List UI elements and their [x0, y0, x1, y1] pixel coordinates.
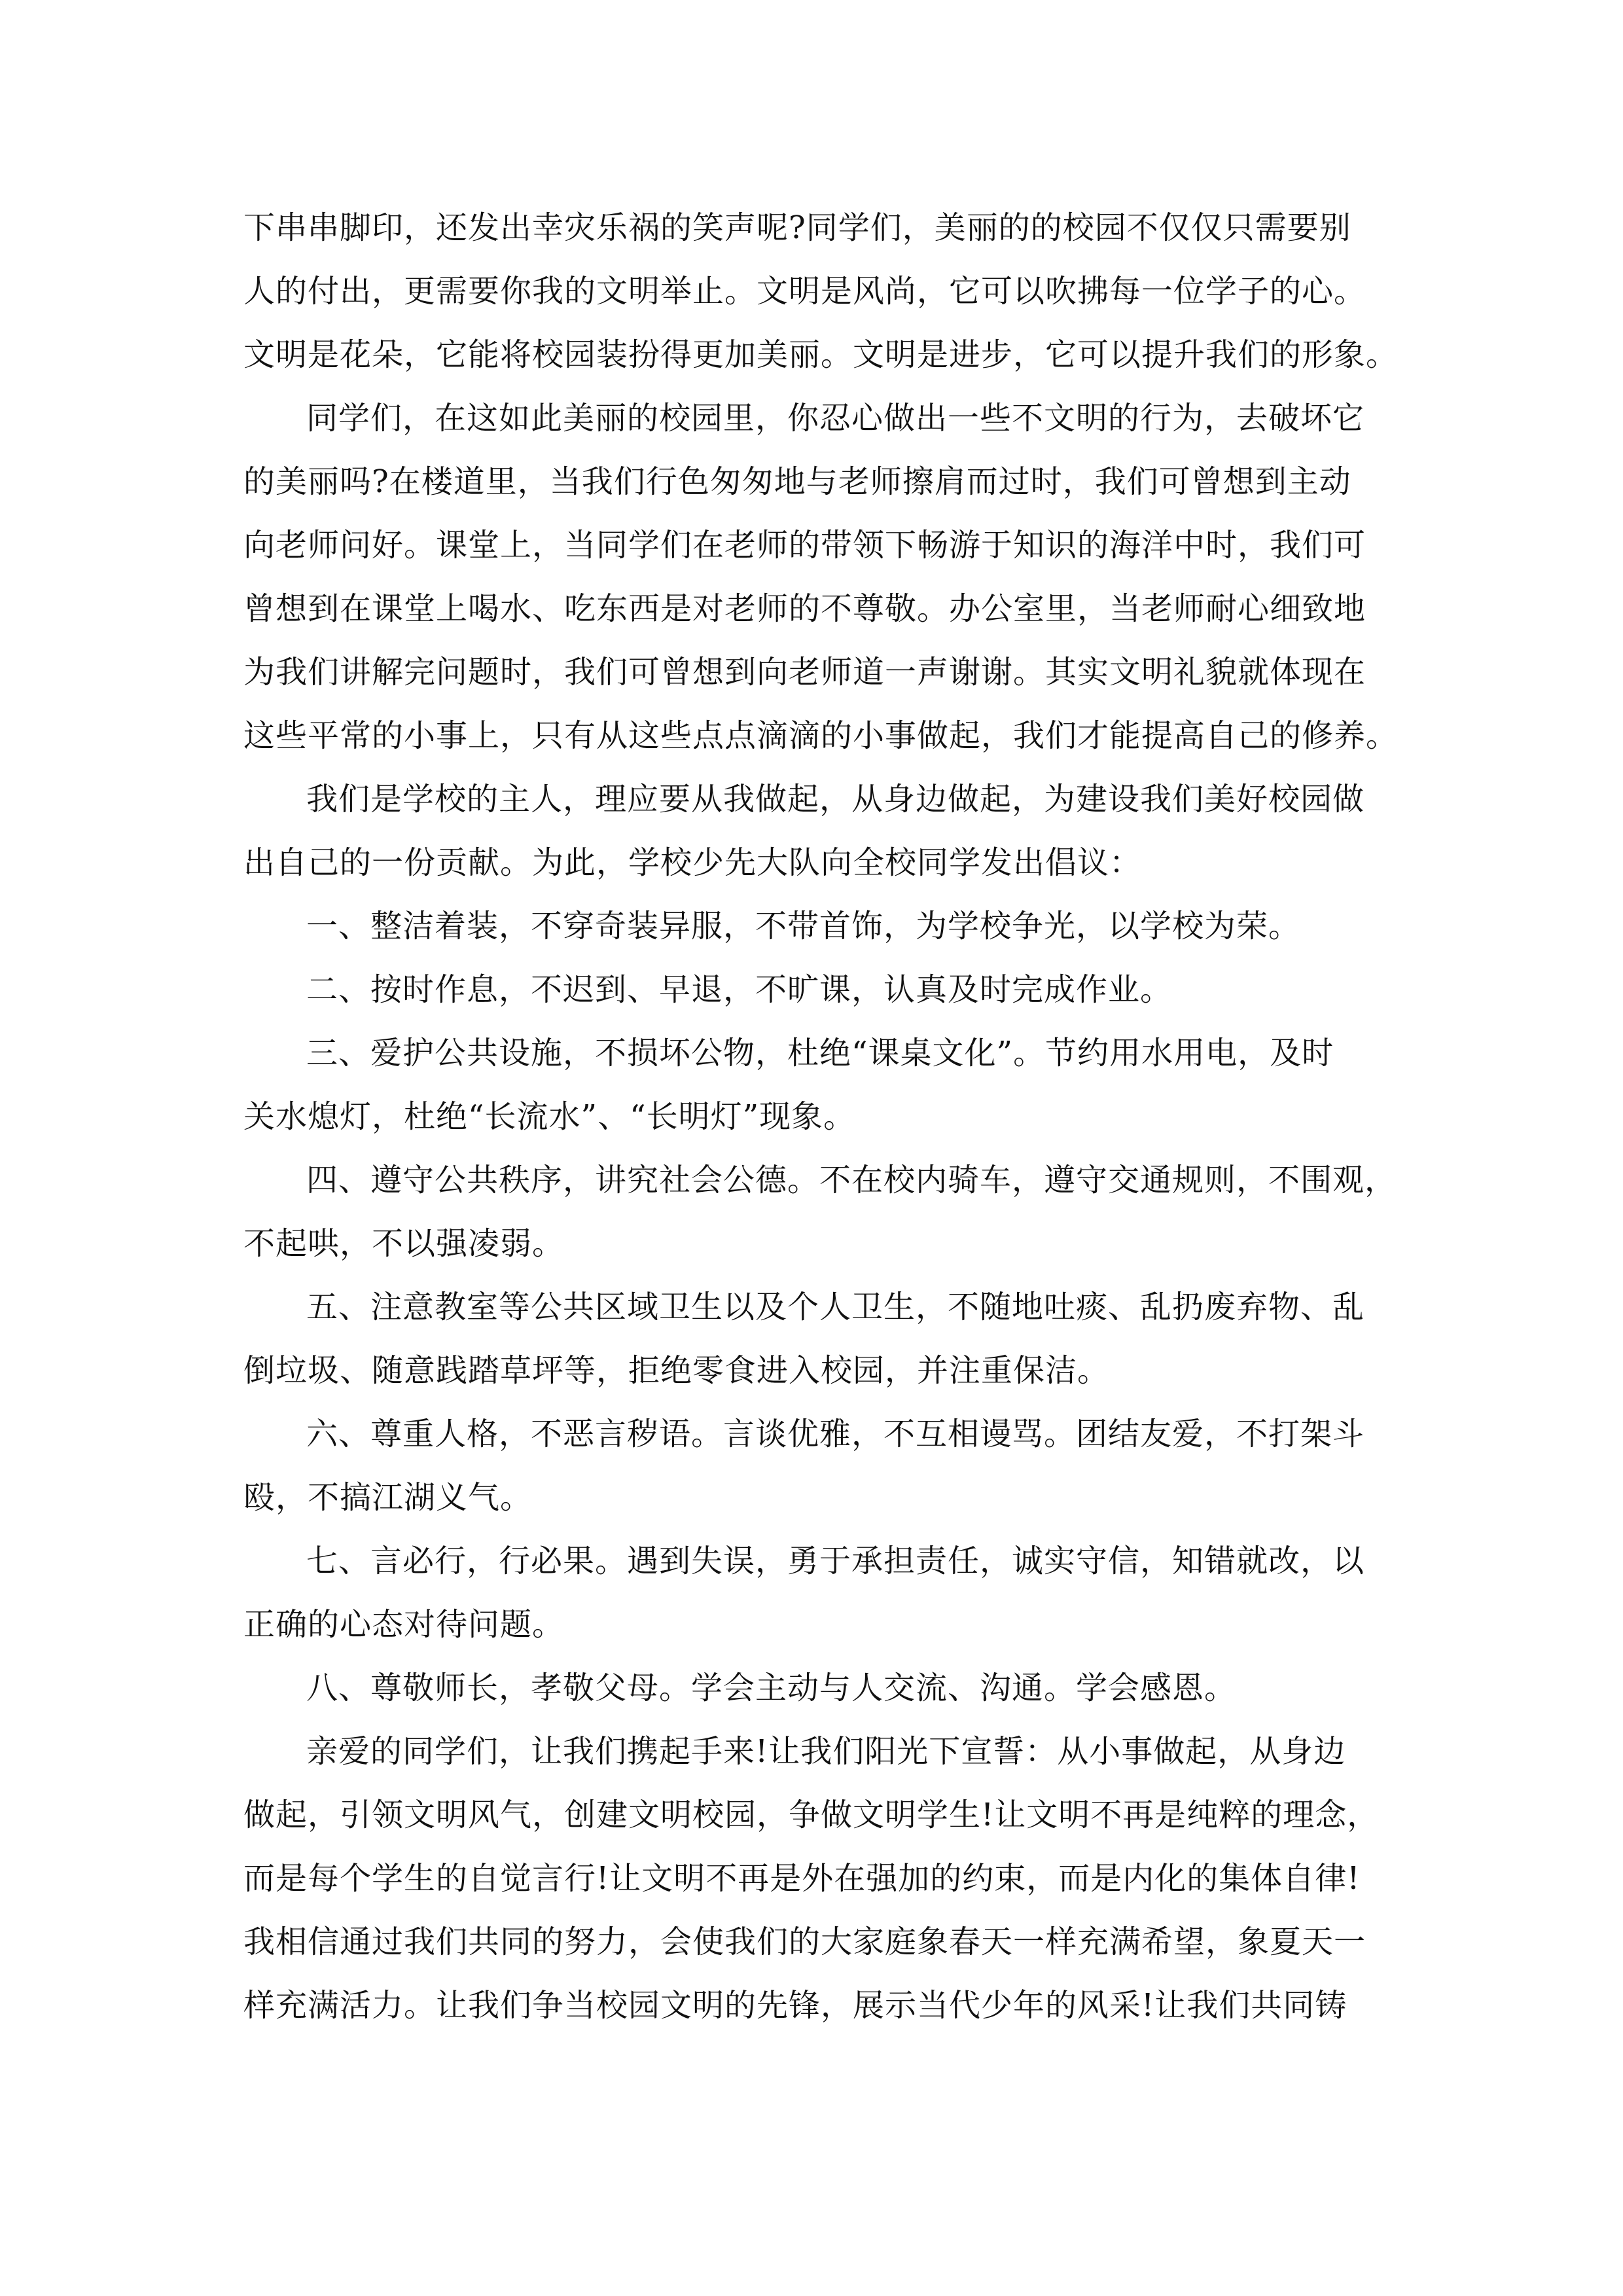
- body-text: [243, 196, 1399, 2037]
- text-line: 不起哄，不以强凌弱。: [243, 1225, 565, 1262]
- paragraph-start-line: 同学们，在这如此美丽的校园里，你忍心做出一些不文明的行为，去破坏它: [306, 400, 1365, 437]
- text-line: 这些平常的小事上，只有从这些点点滴滴的小事做起，我们才能提高自己的修养。: [243, 717, 1399, 754]
- proposal-item-1: 一、整洁着装，不穿奇装异服，不带首饰，为学校争光，以学校为荣。: [306, 908, 1301, 944]
- proposal-item-2: 二、按时作息，不迟到、早退，不旷课，认真及时完成作业。: [306, 971, 1173, 1008]
- text-line: 倒垃圾、随意践踏草坪等，拒绝零食进入校园，并注重保洁。: [243, 1352, 1110, 1389]
- proposal-item-4: 四、遵守公共秩序，讲究社会公德。不在校内骑车，遵守交通规则，不围观，: [306, 1162, 1397, 1198]
- text-line: 而是每个学生的自觉言行!让文明不再是外在强加的约束，而是内化的集体自律!: [243, 1860, 1361, 1897]
- text-line: 人的付出，更需要你我的文明举止。文明是风尚，它可以吹拂每一位学子的心。: [243, 273, 1366, 310]
- proposal-item-8: 八、尊敬师长，孝敬父母。学会主动与人交流、沟通。学会感恩。: [306, 1670, 1237, 1706]
- text-line: 关水熄灯，杜绝“长流水”、“长明灯”现象。: [243, 1098, 856, 1135]
- text-line: 曾想到在课堂上喝水、吃东西是对老师的不尊敬。办公室里，当老师耐心细致地: [243, 590, 1366, 627]
- proposal-item-3: 三、爱护公共设施，不损坏公物，杜绝“课桌文化”。节约用水用电，及时: [306, 1035, 1334, 1071]
- text-line: 样充满活力。让我们争当校园文明的先锋，展示当代少年的风采!让我们共同铸: [243, 1987, 1347, 2024]
- paragraph-start-line: 亲爱的同学们，让我们携起手来!让我们阳光下宣誓：从小事做起，从身边: [306, 1733, 1346, 1770]
- text-line: 为我们讲解完问题时，我们可曾想到向老师道一声谢谢。其实文明礼貌就体现在: [243, 654, 1366, 691]
- proposal-item-7: 七、言必行，行必果。遇到失误，勇于承担责任，诚实守信，知错就改，以: [306, 1543, 1365, 1579]
- text-line: 正确的心态对待问题。: [243, 1606, 565, 1643]
- text-line: 下串串脚印，还发出幸灾乐祸的笑声呢?同学们，美丽的的校园不仅仅只需要别: [243, 209, 1351, 246]
- text-line: 的美丽吗?在楼道里，当我们行色匆匆地与老师擦肩而过时，我们可曾想到主动: [243, 463, 1351, 500]
- paragraph-start-line: 我们是学校的主人，理应要从我做起，从身边做起，为建设我们美好校园做: [306, 781, 1365, 817]
- text-line: 文明是花朵，它能将校园装扮得更加美丽。文明是进步，它可以提升我们的形象。: [243, 336, 1399, 373]
- text-line: 出自己的一份贡献。为此，学校少先大队向全校同学发出倡议：: [243, 844, 1142, 881]
- proposal-item-5: 五、注意教室等公共区域卫生以及个人卫生，不随地吐痰、乱扔废弃物、乱: [306, 1289, 1365, 1325]
- text-line: 向老师问好。课堂上，当同学们在老师的带领下畅游于知识的海洋中时，我们可: [243, 527, 1366, 564]
- text-line: 我相信通过我们共同的努力，会使我们的大家庭象春天一样充满希望，象夏天一: [243, 1924, 1366, 1960]
- text-line: 做起，引领文明风气，创建文明校园，争做文明学生!让文明不再是纯粹的理念，: [243, 1797, 1380, 1833]
- text-line: 殴，不搞江湖义气。: [243, 1479, 533, 1516]
- proposal-item-6: 六、尊重人格，不恶言秽语。言谈优雅，不互相谩骂。团结友爱，不打架斗: [306, 1416, 1365, 1452]
